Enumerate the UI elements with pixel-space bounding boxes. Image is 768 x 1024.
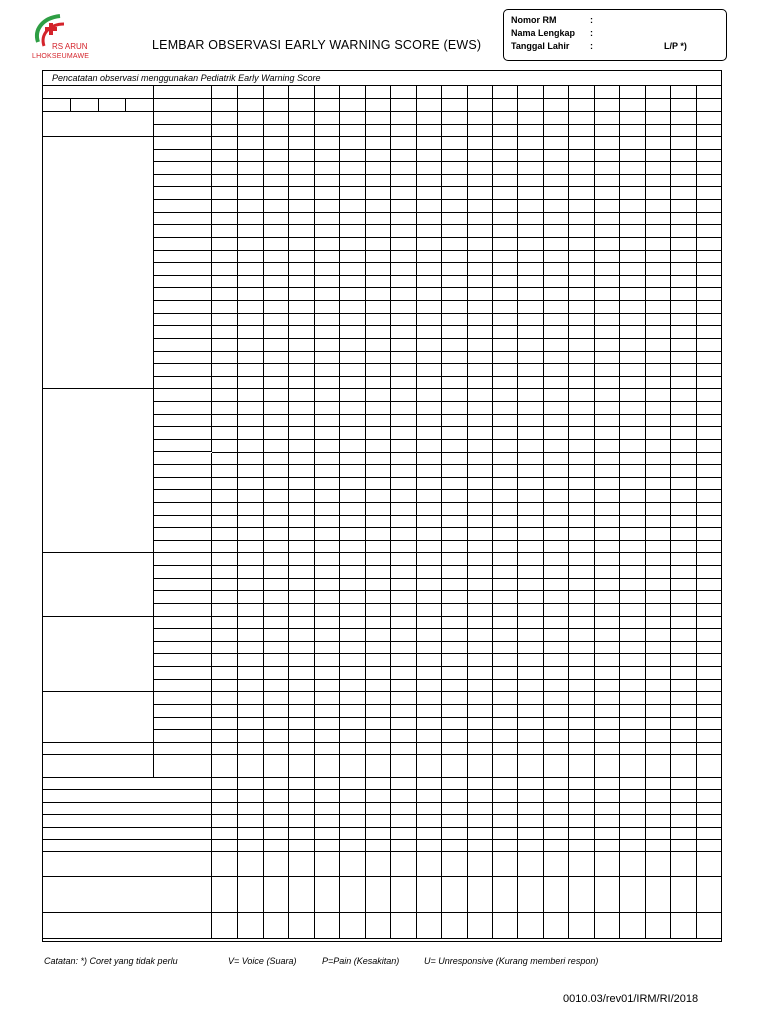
param-suhu-range-2 [154, 642, 212, 655]
data-column-line [390, 86, 391, 939]
param-suhu-range-4 [154, 667, 212, 680]
jam-header-label [154, 99, 212, 112]
param-spo2-range-2 [154, 718, 212, 731]
param-tekanan-darah-sistolik-range-12 [154, 288, 212, 301]
data-column-line [670, 86, 671, 939]
param-pernafasan-range-3 [154, 591, 212, 604]
param-nadi-range-9 [154, 503, 212, 516]
footer-voice: V= Voice (Suara) [228, 956, 297, 966]
summary-output-label [43, 828, 212, 840]
score-header-1 [71, 99, 99, 112]
summary-paraf-dan-nama-petugas-label [43, 913, 212, 939]
footer-unresponsive: U= Unresponsive (Kurang memberi respon) [424, 956, 599, 966]
param-spo2-range-0 [154, 692, 212, 705]
param-oksigen-range-0 [154, 743, 212, 756]
sex-label: L/P *) [664, 41, 687, 51]
score-header-3 [126, 99, 154, 112]
param-nadi-range-6 [154, 465, 212, 478]
param-tekanan-darah-sistolik-range-8 [154, 238, 212, 251]
param-pernafasan-range-0 [154, 553, 212, 566]
param-tekanan-darah-sistolik-range-17 [154, 352, 212, 365]
param-tingkat-kesadaran-label [43, 112, 154, 137]
score-header-0 [43, 99, 71, 112]
patient-info-box [503, 9, 727, 61]
data-column-line [339, 86, 340, 939]
param-tekanan-darah-sistolik-range-11 [154, 276, 212, 289]
param-pernafasan-range-4 [154, 604, 212, 617]
param-warna-kulit-range-0 [154, 755, 212, 778]
footer-pain: P=Pain (Kesakitan) [322, 956, 400, 966]
param-tekanan-darah-sistolik-range-13 [154, 301, 212, 314]
summary-intake-label [43, 815, 212, 827]
param-nadi-range-3 [154, 427, 212, 440]
param-suhu-label [43, 617, 154, 693]
param-suhu-range-3 [154, 654, 212, 667]
summary-frekuensi-observasi-label [43, 852, 212, 877]
param-spo2-label [43, 692, 154, 742]
param-nadi-range-11 [154, 528, 212, 541]
data-column-line [619, 86, 620, 939]
param-spo2-range-1 [154, 705, 212, 718]
param-nadi-range-1 [154, 402, 212, 415]
data-column-line [696, 86, 697, 939]
param-tekanan-darah-sistolik-range-6 [154, 213, 212, 226]
tanggal-header-label [154, 86, 212, 99]
data-column-line [288, 86, 289, 939]
param-tekanan-darah-sistolik-range-15 [154, 326, 212, 339]
page-title: LEMBAR OBSERVASI EARLY WARNING SCORE (EWS) [152, 38, 482, 52]
document-code: 0010.03/rev01/IRM/RI/2018 [563, 993, 699, 1005]
ews-header-label [43, 86, 154, 99]
name-label: Nama Lengkap [511, 28, 576, 38]
summary-escalation-plan-y-n-n-a-label [43, 877, 212, 913]
param-suhu-range-5 [154, 680, 212, 693]
param-nadi-range-12 [154, 541, 212, 554]
hospital-name: RS ARUN [52, 42, 88, 51]
param-pernafasan-label [43, 553, 154, 616]
dob-colon: : [590, 41, 593, 51]
param-nadi-range-4 [154, 440, 212, 453]
data-column-line [263, 86, 264, 939]
hospital-city: LHOKSEUMAWE [32, 53, 90, 60]
pews-note: Pencatatan observasi menggunakan Pediatrik Early Warning Score [52, 73, 321, 83]
data-column-line [594, 86, 595, 939]
param-tekanan-darah-sistolik-range-3 [154, 175, 212, 188]
data-column-line [517, 86, 518, 939]
param-nadi-range-8 [154, 490, 212, 503]
param-oksigen-label [43, 743, 154, 756]
param-tekanan-darah-sistolik-range-1 [154, 150, 212, 163]
footer-catatan: Catatan: *) Coret yang tidak perlu [44, 956, 178, 966]
param-nadi-range-10 [154, 516, 212, 529]
param-tekanan-darah-sistolik-range-10 [154, 263, 212, 276]
param-tekanan-darah-sistolik-range-19 [154, 377, 212, 390]
param-tekanan-darah-sistolik-label [43, 137, 154, 389]
param-tekanan-darah-sistolik-range-16 [154, 339, 212, 352]
param-tekanan-darah-sistolik-range-4 [154, 187, 212, 200]
param-tekanan-darah-sistolik-range-14 [154, 314, 212, 327]
param-tingkat-kesadaran-range-1 [154, 125, 212, 138]
data-column-line [568, 86, 569, 939]
data-column-line [543, 86, 544, 939]
summary-diit-label [43, 840, 212, 852]
score-header-2 [99, 99, 127, 112]
param-nadi-range-2 [154, 415, 212, 428]
param-nadi-label [43, 389, 154, 553]
param-pernafasan-range-2 [154, 579, 212, 592]
rm-label: Nomor RM [511, 15, 557, 25]
param-suhu-range-0 [154, 617, 212, 630]
summary-skala-jatuh-label [43, 790, 212, 802]
dob-label: Tanggal Lahir [511, 41, 570, 51]
param-tekanan-darah-sistolik-range-0 [154, 137, 212, 150]
data-column-line [365, 86, 366, 939]
rm-colon: : [590, 15, 593, 25]
data-column-line [237, 86, 238, 939]
param-tekanan-darah-sistolik-range-5 [154, 200, 212, 213]
param-tekanan-darah-sistolik-range-7 [154, 225, 212, 238]
data-column-line [467, 86, 468, 939]
param-suhu-range-1 [154, 629, 212, 642]
data-column-line [441, 86, 442, 939]
param-tekanan-darah-sistolik-range-2 [154, 162, 212, 175]
param-pernafasan-range-1 [154, 566, 212, 579]
summary-skala-nyeri-label [43, 803, 212, 815]
name-colon: : [590, 28, 593, 38]
param-warna-kulit-label [43, 755, 154, 778]
param-tekanan-darah-sistolik-range-9 [154, 251, 212, 264]
param-nadi-range-0 [154, 389, 212, 402]
data-column-line [645, 86, 646, 939]
data-column-line [416, 86, 417, 939]
data-column-line [492, 86, 493, 939]
param-tingkat-kesadaran-range-0 [154, 112, 212, 125]
hospital-logo [30, 12, 92, 66]
summary-total-early-warning-score-label [43, 778, 212, 790]
param-spo2-range-3 [154, 730, 212, 743]
param-nadi-range-5 [154, 453, 212, 466]
data-column-line [314, 86, 315, 939]
param-tekanan-darah-sistolik-range-18 [154, 364, 212, 377]
param-nadi-range-7 [154, 478, 212, 491]
